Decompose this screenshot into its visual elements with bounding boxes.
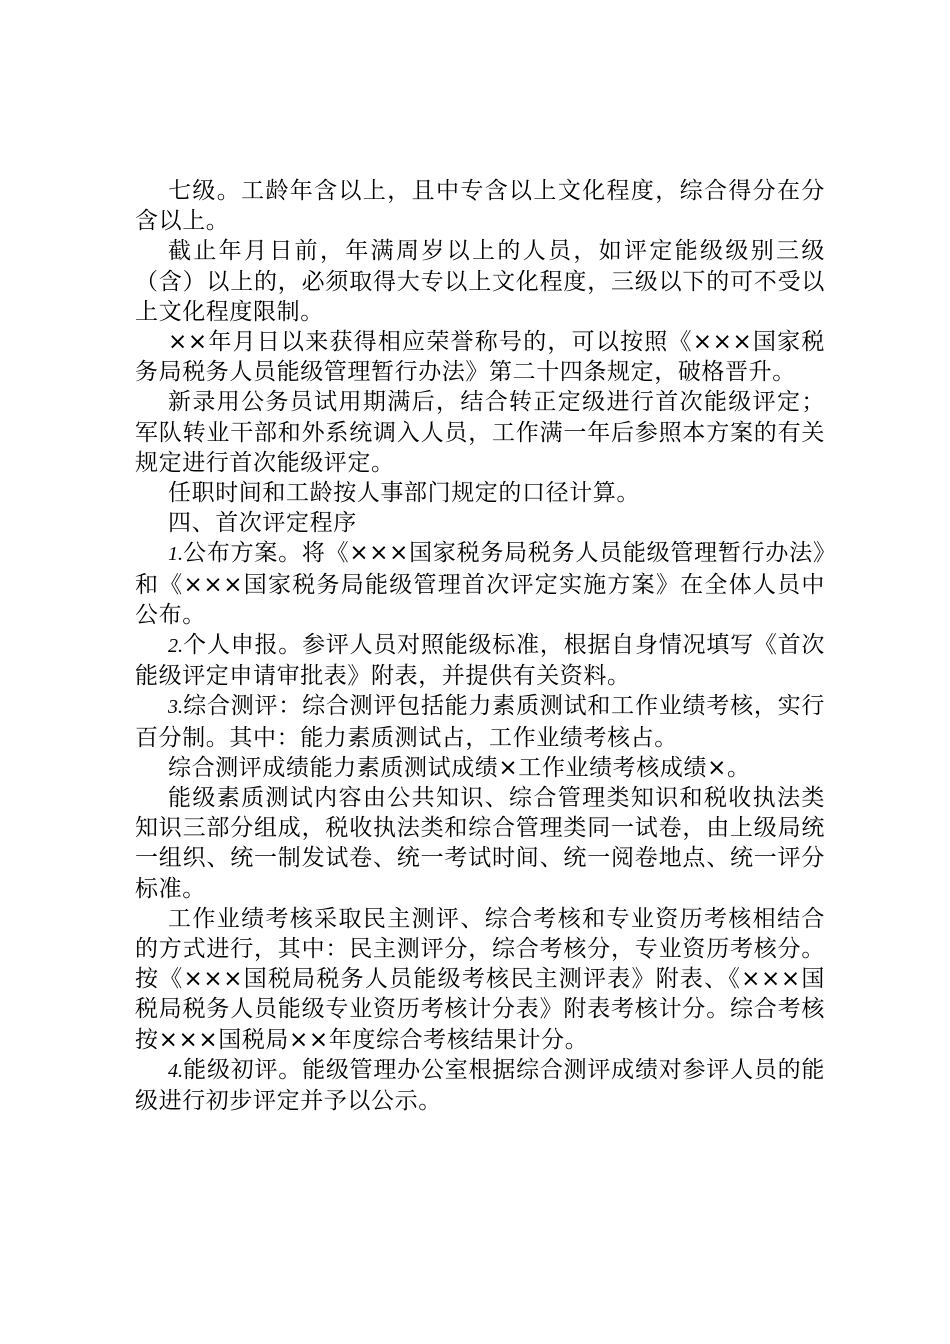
step-number: 3.	[168, 696, 183, 719]
step-text: 公布方案。将《×××国家税务局税务人员能级管理暂行办法》和《×××国家税务局能级管理首次评定实施方案》在全体人员中公布。	[135, 540, 825, 628]
step-text: 能级初评。能级管理办公室根据综合测评成绩对参评人员的能级进行初步评定并予以公示。	[135, 1056, 825, 1115]
step-publish-plan	[135, 538, 825, 630]
document-body	[135, 176, 825, 1116]
paragraph-new-recruits: 新录用公务员试用期满后，结合转正定级进行首次能级评定；军队转业干部和外系统调入人员，工作满一年后参照本方案的有关规定进行首次能级评定。	[135, 389, 825, 476]
paragraph-education-requirement: 截止年月日前，年满周岁以上的人员，如评定能级级别三级（含）以上的，必须取得大专以上文化程度，三级以下的可不受以上文化程度限制。	[135, 238, 825, 325]
paragraph-honor-promotion: ××年月日以来获得相应荣誉称号的，可以按照《×××国家税务局税务人员能级管理暂行办法》第二十四条规定，破格晋升。	[135, 329, 825, 386]
paragraph-grade-seven: 七级。工龄年含以上，且中专含以上文化程度，综合得分在分含以上。	[135, 178, 825, 235]
paragraph-score-formula: 综合测评成绩能力素质测试成绩×工作业绩考核成绩×。	[168, 754, 751, 781]
step-text: 综合测评：综合测评包括能力素质测试和工作业绩考核，实行百分制。其中：能力素质测试占，工作业绩考核占。	[135, 693, 825, 751]
step-preliminary-evaluation	[135, 1055, 825, 1116]
step-number: 1.	[168, 543, 183, 566]
step-text: 个人申报。参评人员对照能级标准，根据自身情况填写《首次能级评定申请审批表》附表，并提供有关资料。	[135, 632, 825, 690]
step-number: 2.	[168, 635, 183, 658]
paragraph-performance-assessment: 工作业绩考核采取民主测评、综合考核和专业资历考核相结合的方式进行，其中：民主测评分，综合考核分，专业资历考核分。按《×××国税局税务人员能级考核民主测评表》附表、《×××国税局税务人员能级专业资历考核计分表》附表考核计分。综合考核按×××国税局××年度综合考核结果计分。	[135, 905, 825, 1053]
paragraph-tenure-calculation: 任职时间和工龄按人事部门规定的口径计算。	[168, 480, 640, 507]
paragraph-ability-test: 能级素质测试内容由公共知识、综合管理类知识和税收执法类知识三部分组成，税收执法类和综合管理类同一试卷，由上级局统一组织、统一制发试卷、统一考试时间、统一阅卷地点、统一评分标准。	[135, 785, 825, 902]
step-personal-application	[135, 630, 825, 691]
step-comprehensive-evaluation	[135, 691, 825, 752]
section-heading-procedure: 四、首次评定程序	[168, 510, 357, 537]
step-number: 4.	[168, 1059, 183, 1082]
